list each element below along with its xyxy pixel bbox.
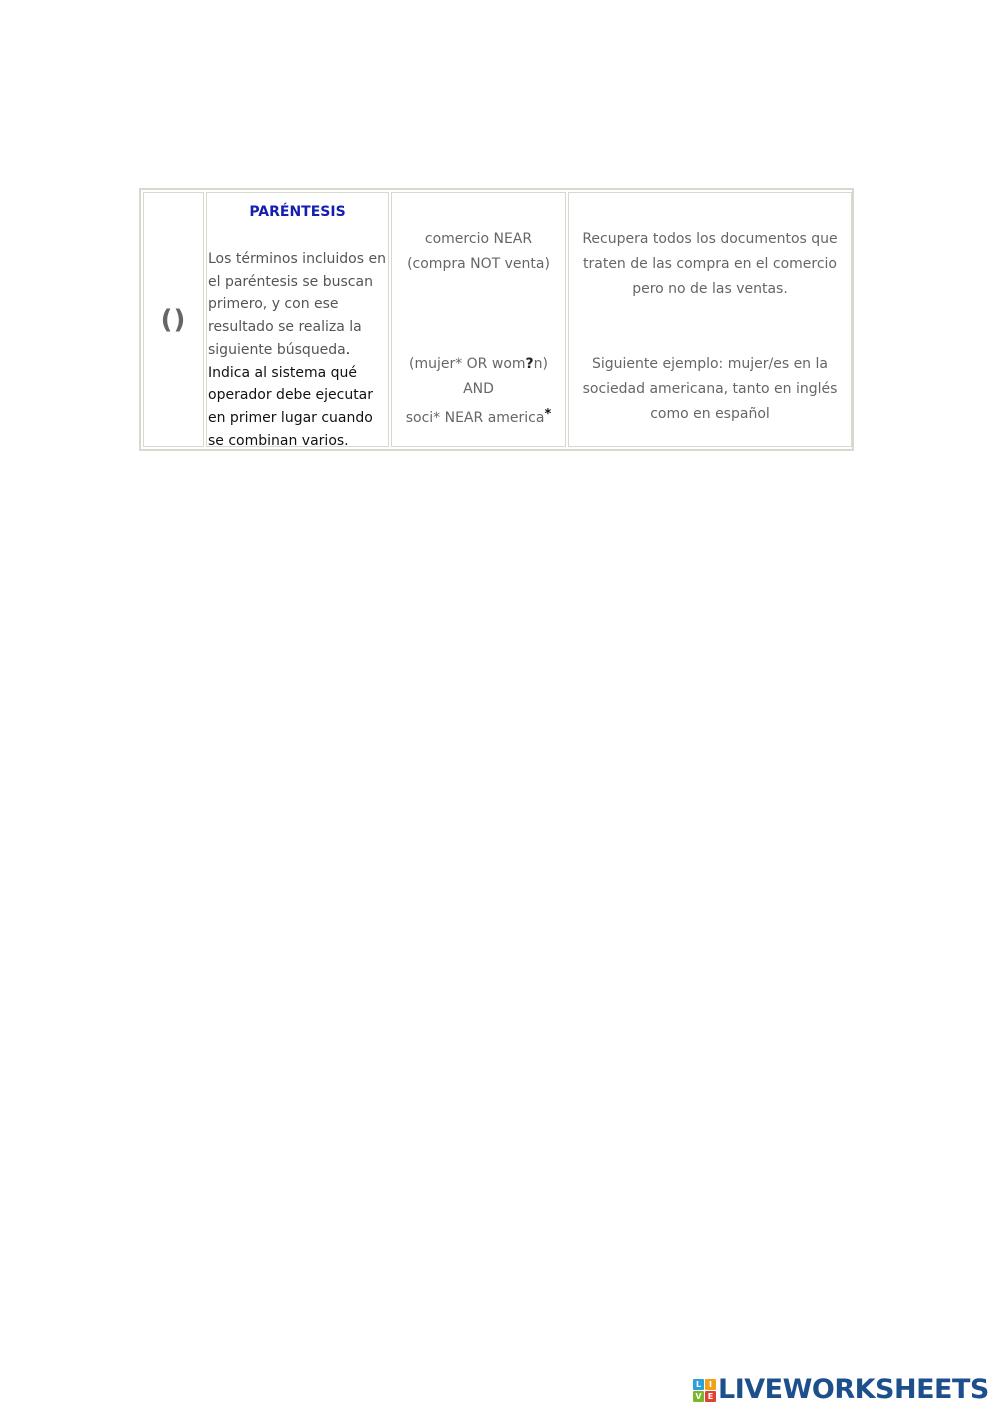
result-2: Siguiente ejemplo: mujer/es en la sociedad americana, tanto en inglés como en español [582, 356, 838, 422]
example-2-text-c: soci* NEAR america [405, 410, 545, 426]
example-2-text-a: (mujer* OR wom [408, 356, 526, 372]
example-2-line-3 [392, 402, 565, 431]
example-1 [392, 227, 565, 277]
definition-cell [206, 192, 389, 447]
example-1-line-2: (compra NOT venta) [407, 256, 550, 272]
wildcard-question: ? [525, 356, 534, 372]
example-2-line-1 [392, 352, 565, 377]
liveworksheets-logo [693, 1375, 989, 1405]
example-cell [391, 192, 566, 447]
description-period: . [345, 341, 351, 358]
operator-title: PARÉNTESIS [249, 204, 346, 220]
operator-description [208, 248, 388, 452]
description-light-text: Los términos incluidos en el paréntesis se buscan primero, y con ese resultado se realiza la siguiente búsqueda [208, 251, 386, 358]
logo-letter-e: E [705, 1391, 716, 1402]
operator-table [139, 188, 854, 451]
result-cell [568, 192, 852, 447]
example-2-line-2: AND [463, 381, 494, 397]
parentheses-symbol: () [160, 305, 187, 335]
description-dark-text: Indica al sistema qué operador debe ejecutar en primer lugar cuando se combinan varios. [208, 364, 374, 449]
live-logo-icon [693, 1379, 716, 1402]
logo-letter-i: I [705, 1379, 716, 1390]
example-2-text-b: n) [533, 356, 548, 372]
example-2 [392, 352, 565, 431]
example-1-line-1: comercio NEAR [424, 231, 533, 247]
symbol-cell [143, 192, 204, 447]
logo-letter-v: V [693, 1391, 704, 1402]
result-1: Recupera todos los documentos que traten de las compra en el comercio pero no de las ventas. [582, 231, 838, 297]
logo-letter-l: L [693, 1379, 704, 1390]
wildcard-star: * [544, 407, 552, 422]
brand-name: LIVEWORKSHEETS [718, 1374, 989, 1405]
